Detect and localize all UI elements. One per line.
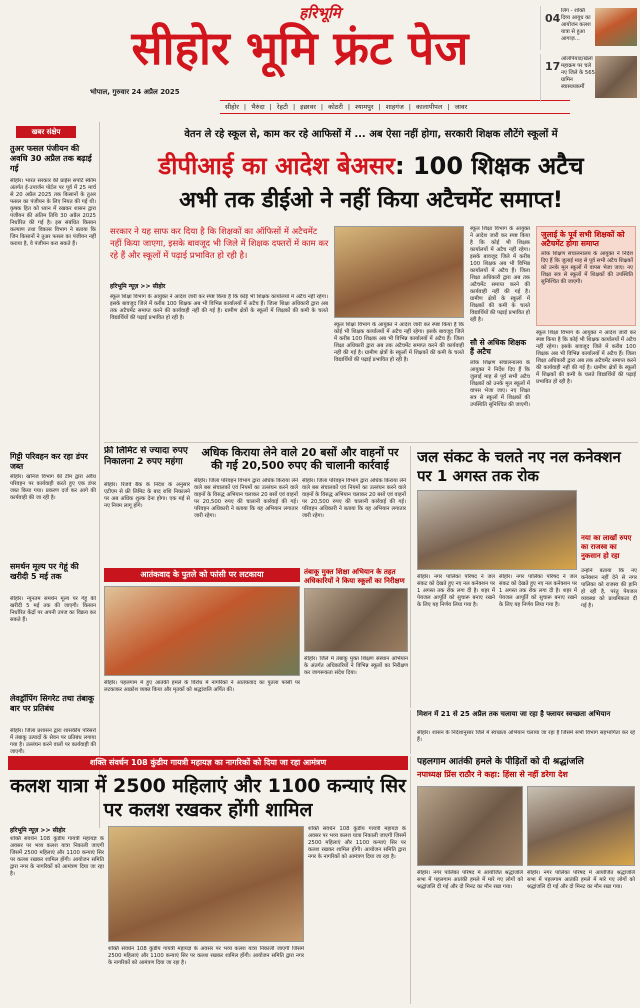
divider-1 (104, 442, 638, 443)
tobacco-photo (304, 588, 408, 652)
tribute-body-2: सीहोर। नगर पालिका परिषद में आयोजित श्रद्धांजलि सभा में पहलगाम आतंकी हमले में मारे गए लोगों को श्रद्धांजलि दी गई और दो मिनट का मौन रखा गया। (527, 870, 635, 890)
kalash-body: शक्ति संवर्धन 108 कुंडीय गायत्री महायज्ञ के अवसर पर भव्य कलश यात्रा निकाली जाएगी जिसमें 2500 महिलाएं और 1100 कन्याएं सिर पर कलश रखकर शामिल होंगी। आयोजन समिति द्वारा नगर के नागरिकों को आमंत्रण दिया जा रहा है। (10, 836, 104, 877)
town-6: श्यामपुर (355, 103, 374, 111)
lead-body-col2: स्कूल शिक्षा विभाग के आयुक्त ने आदेश जारी कर स्पष्ट किया है कि कोई भी शिक्षक कार्यालयों में अटैच नहीं रहेगा। इसके बावजूद जिले में करीब 100 शिक्षक अब भी विभिन्न कार्यालयों में अटैच हैं। जिला शिक्षा अधिकारी द्वारा अब तक अटैचमेंट समाप्त करने की कार्यवाही नहीं की गई है। ग्रामीण क्षेत्रों के स्कूलों में शिक्षकों की कमी के चलते विद्यार्थियों की पढ़ाई प्रभावित हो रही है। (334, 322, 464, 363)
buses-body: सीहोर। जिला परिवहन विभाग द्वारा अधिक किराया लेने वाले बस संचालकों एवं नियमों का उल्लंघन करने वाले वाहनों के विरुद्ध अभियान चलाकर 20 बसों एवं वाहनों पर 20,500 रुपए की चालानी कार्रवाई की गई। परिवहन अधिकारी ने बताया कि यह अभियान लगातार जारी रहेगा। (194, 478, 298, 519)
brief-3-title[interactable]: समर्थन मूल्य पर गेहूं की खरीदी 5 मई तक (10, 562, 79, 581)
lead-headline-red: डीपीआई का आदेश बेअसर (158, 152, 395, 180)
town-8: कालापीपल (416, 103, 443, 111)
lead-box (536, 226, 636, 326)
lead-photo-school (334, 226, 464, 318)
tobacco-title[interactable]: तंबाकू मुक्त शिक्षा अभियान के तहत अधिकारियों ने किया स्कूलों का निरीक्षण (304, 568, 405, 585)
kalash-byline: हरिभूमि न्यूज़ >> सीहोर (10, 827, 66, 834)
lead-headline-line2: अभी तक डीईओ ने नहीं किया अटैचमेंट समाप्त! (179, 188, 563, 213)
town-9: जावर (454, 103, 468, 111)
kalash-title[interactable]: कलश यात्रा में 2500 महिलाएं और 1100 कन्याएं सिर पर कलश रखकर होंगी शामिल (10, 775, 406, 821)
teaser-1-text: लिंग - शक्ति दिव्य आयुध का आयोजन कलश यात्रा से हुआ आगाज़... (561, 8, 591, 42)
lead-body-col4: स्कूल शिक्षा विभाग के आयुक्त ने आदेश जारी कर स्पष्ट किया है कि कोई भी शिक्षक कार्यालयों में अटैच नहीं रहेगा। इसके बावजूद जिले में करीब 100 शिक्षक अब भी विभिन्न कार्यालयों में अटैच हैं। जिला शिक्षा अधिकारी द्वारा अब तक अटैचमेंट समाप्त करने की कार्यवाही नहीं की गई है। ग्रामीण क्षेत्रों के स्कूलों में शिक्षकों की कमी के चलते विद्यार्थियों की पढ़ाई प्रभावित हो रही है। (536, 330, 636, 385)
lead-body: स्कूल शिक्षा विभाग के आयुक्त ने आदेश जारी कर स्पष्ट किया है कि कोई भी शिक्षक कार्यालयों में अटैच नहीं रहेगा। इसके बावजूद जिले में करीब 100 शिक्षक अब भी विभिन्न कार्यालयों में अटैच हैं। जिला शिक्षा अधिकारी द्वारा अब तक अटैचमेंट समाप्त करने की कार्यवाही नहीं की गई है। ग्रामीण क्षेत्रों के स्कूलों में शिक्षकों की कमी के चलते विद्यार्थियों की पढ़ाई प्रभावित हो रही है। (110, 294, 328, 321)
drive-title[interactable]: मिशन में 21 से 25 अप्रैल तक चलाया जा रहा है फ्लायर स्वच्छता अभियान (417, 710, 611, 718)
brief-2-body: सीहोर। खनिज विभाग की टीम द्वारा अवैध परिवहन पर कार्यवाही करते हुए एक डंपर जब्त किया गया। प्रकरण दर्ज कर आगे की कार्यवाही की जा रही है। (10, 474, 96, 501)
dateline: भोपाल, गुरुवार 24 अप्रैल 2025 (90, 88, 180, 96)
lead-body-col3b: लोक शिक्षण संचालनालय के आयुक्त ने निर्देश दिए हैं कि जुलाई माह से पूर्व सभी अटैच शिक्षकों को उनके मूल स्कूलों में वापस भेजा जाए। नए शिक्षा सत्र से स्कूलों में शिक्षकों की उपस्थिति सुनिश्चित की जाएगी। (470, 360, 530, 408)
teaser-1-number: 04 (545, 12, 561, 25)
water-story (410, 446, 638, 708)
brief-2-title[interactable]: गिट्टी परिवहन कर रहा डंपर जब्त (10, 452, 88, 471)
tribute-body: सीहोर। नगर पालिका परिषद में आयोजित श्रद्धांजलि सभा में पहलगाम आतंकी हमले में मारे गए लोगों को श्रद्धांजलि दी गई और दो मिनट का मौन रखा गया। (417, 870, 523, 890)
town-5: कोठरी (328, 103, 343, 111)
teaser-1[interactable] (540, 6, 638, 50)
lead-subhead: सौ से अधिक शिक्षक हैं अटैच (470, 338, 527, 356)
tobacco-story (304, 568, 408, 708)
kalash-body-2: शक्ति संवर्धन 108 कुंडीय गायत्री महायज्ञ के अवसर पर भव्य कलश यात्रा निकाली जाएगी जिसमें 2500 महिलाएं और 1100 कन्याएं सिर पर कलश रखकर शामिल होंगी। आयोजन समिति द्वारा नगर के नागरिकों को आमंत्रण दिया जा रहा है। (108, 946, 304, 966)
lead-kicker: वेतन ले रहे स्कूल से, काम कर रहे आफिसों में ... अब ऐसा नहीं होगा, सरकारी शिक्षक लौटेंगे स्कूलों में (184, 129, 558, 140)
fee-title[interactable]: फ्री लिमिट से ज्यादा रुपए निकालना 2 रुपए महंगा (104, 446, 188, 467)
news-brief-header: खबर संक्षेप (16, 126, 76, 138)
brief-4-body: सीहोर। जिला प्रशासन द्वारा शासकीय परिसरों में तंबाकू उत्पादों के सेवन पर प्रतिबंध लगाया गया है। उल्लंघन करने वालों पर कार्यवाही की जाएगी। (10, 728, 96, 755)
water-side-body: उन्होंने बताया कि नए कनेक्शन नहीं देने से नगर पालिका को राजस्व की हानि हो रही है, परंतु पेयजल व्यवस्था को प्राथमिकता दी गई है। (581, 568, 637, 609)
terror-photo (104, 586, 300, 676)
fee-story (104, 446, 190, 566)
water-body-2: सीहोर। नगर पालिका परिषद ने जल संकट को देखते हुए नए नल कनेक्शन पर 1 अगस्त तक रोक लगा दी है। शहर में पेयजल आपूर्ति को सुचारू बनाए रखने के लिए यह निर्णय लिया गया है। (499, 574, 577, 608)
tribute-title[interactable]: पहलगाम आतंकी हमले के पीड़ितों को दी श्रद्धांजलि (417, 757, 584, 767)
lead-story (104, 122, 638, 442)
brief-1-body: सीहोर। भारत सरकार की प्राईस सपोर्ट स्कीम अंतर्गत ई-उपार्जन पोर्टल पर पूर्व में 25 मार्च से 20 अप्रैल 2025 तक किसानों के तुअर फसल का पंजीयन के लिए नियत की गई थी। कृषक हित को ध्यान में रखकर शासन द्वारा पंजीयन की अंतिम तिथि 30 अप्रैल 2025 निर्धारित की गई है। इस संबंधित किसान कल्याण तथा विकास विभाग ने बताया कि जिन किसानों ने तुअर फसल का पंजीयन नहीं कराया है, वे पंजीयन करा सकते हैं। (10, 178, 96, 247)
terror-story (104, 568, 300, 708)
kalash-story (8, 772, 408, 1004)
tobacco-body: सीहोर। जिले में तंबाकू मुक्त शिक्षण संस्थान अभियान के अंतर्गत अधिकारियों ने विभिन्न स्कूलों का निरीक्षण कर जागरूकता संदेश दिया। (304, 656, 408, 676)
buses-body-2: सीहोर। जिला परिवहन विभाग द्वारा अधिक किराया लेने वाले बस संचालकों एवं नियमों का उल्लंघन करने वाले वाहनों के विरुद्ध अभियान चलाकर 20 बसों एवं वाहनों पर 20,500 रुपए की चालानी कार्रवाई की गई। परिवहन अधिकारी ने बताया कि यह अभियान लगातार जारी रहेगा। (302, 478, 406, 519)
terror-body: सीहोर। पहलगाम में हुए आतंकी हमले के विरोध में नागरिकों ने आतंकवाद का पुतला फांसी पर लटकाकर आक्रोश व्यक्त किया और मृतकों को श्रद्धांजलि अर्पित की। (104, 680, 300, 693)
water-photo (417, 490, 577, 570)
lead-byline: हरिभूमि न्यूज़ >> सीहोर (110, 283, 166, 290)
town-2: भैरुंदा (251, 103, 265, 111)
tribute-story (410, 756, 638, 1004)
terror-title[interactable]: आतंकवाद के पुतले को फांसी पर लटकाया (104, 568, 300, 582)
town-3: रेहटी (276, 103, 288, 111)
tribute-photo-2 (527, 786, 635, 866)
news-brief-column (8, 122, 100, 828)
water-title[interactable]: जल संकट के चलते नए नल कनेक्शन पर 1 अगस्त तक रोक (417, 448, 621, 485)
drive-body: सीहोर। शासन के निर्देशानुसार जिले में स्वच्छता अभियान चलाया जा रहा है जिसमें सभी विभाग सहभागिता कर रहे हैं। (417, 730, 635, 743)
fee-body: सीहोर। रिजर्व बैंक के निर्देश के अनुसार एटीएम से फ्री लिमिट के बाद राशि निकालने पर अब अधिक शुल्क देना होगा। एक मई से नए नियम लागू होंगे। (104, 482, 190, 509)
lead-box-body: लोक शिक्षण संचालनालय के आयुक्त ने निर्देश दिए हैं कि जुलाई माह से पूर्व सभी अटैच शिक्षकों को उनके मूल स्कूलों में वापस भेजा जाए। नए शिक्षा सत्र से स्कूलों में शिक्षकों की उपस्थिति सुनिश्चित की जाएगी। (541, 251, 633, 285)
teaser-2[interactable] (540, 54, 638, 102)
teaser-1-photo (595, 8, 637, 46)
town-1: सीहोर (225, 103, 239, 111)
teaser-2-number: 17 (545, 60, 561, 73)
masthead (0, 0, 640, 118)
teaser-2-photo (595, 56, 637, 98)
teaser-2-text: ओलंपियाड/खेलों महाक्रम पर चले नए जिले के 565 ग्रामिन स्वास्थयकर्मी (561, 56, 595, 90)
town-bar: सीहोर | भैरुंदा | रेहटी | इछावर | कोठरी | श्यामपुर | शाहगंज | कालापीपल | जावर (220, 100, 570, 114)
tribute-photo-1 (417, 786, 523, 866)
kalash-body-3: शक्ति संवर्धन 108 कुंडीय गायत्री महायज्ञ के अवसर पर भव्य कलश यात्रा निकाली जाएगी जिसमें 2500 महिलाएं और 1100 कन्याएं सिर पर कलश रखकर शामिल होंगी। आयोजन समिति द्वारा नगर के नागरिकों को आमंत्रण दिया जा रहा है। (308, 826, 406, 860)
buses-title[interactable]: अधिक किराया लेने वाले 20 बसों और वाहनों पर की गई 20,500 रुपए की चालानी कार्रवाई (201, 446, 399, 472)
banner-text[interactable]: शक्ति संवर्धन 108 कुंडीय गायत्री महायज्ञ का नागरिकों को दिया जा रहा आमंत्रण (89, 758, 327, 767)
lead-intro: सरकार ने यह साफ कर दिया है कि शिक्षकों का ऑफिसों में अटैचमेंट नहीं किया जाएगा, इसके बावजूद भी जिले में शिक्षक दफ्तरों में काम कर रहे हैं और स्कूलों में पढ़ाई प्रभावित हो रही है। (110, 227, 329, 261)
water-side-title: नया का लाखों रुपए का राजस्व का नुकसान हो रहा (581, 534, 632, 560)
banner (8, 756, 408, 770)
tribute-subtitle: नपाध्यक्ष प्रिंस राठौर ने कहा: हिंसा से नहीं डरेगा देश (417, 770, 568, 779)
brand-logo: हरिभूमि (299, 4, 341, 22)
drive-story (410, 710, 638, 754)
lead-headline-rest: : 100 शिक्षक अटैच (394, 152, 584, 180)
lead-body-col3: स्कूल शिक्षा विभाग के आयुक्त ने आदेश जारी कर स्पष्ट किया है कि कोई भी शिक्षक कार्यालयों में अटैच नहीं रहेगा। इसके बावजूद जिले में करीब 100 शिक्षक अब भी विभिन्न कार्यालयों में अटैच हैं। जिला शिक्षा अधिकारी द्वारा अब तक अटैचमेंट समाप्त करने की कार्यवाही नहीं की गई है। ग्रामीण क्षेत्रों के स्कूलों में शिक्षकों की कमी के चलते विद्यार्थियों की पढ़ाई प्रभावित हो रही है। (470, 226, 530, 323)
lead-box-title: जुलाई के पूर्व सभी शिक्षकों को अटैचमेंट होगा समाप्त (541, 230, 625, 248)
town-4: इछावर (300, 103, 316, 111)
kalash-photo (108, 826, 304, 942)
lead-headline[interactable] (104, 150, 638, 182)
brief-4-title[interactable]: लेवड्रॉपिंग सिगरेट तथा तंबाकू बार पर प्रतिबंध (10, 694, 95, 713)
buses-story (194, 446, 406, 566)
page-title: सीहोर भूमि फ्रंट पेज (131, 21, 469, 75)
town-7: शाहगंज (385, 103, 404, 111)
water-body: सीहोर। नगर पालिका परिषद ने जल संकट को देखते हुए नए नल कनेक्शन पर 1 अगस्त तक रोक लगा दी है। शहर में पेयजल आपूर्ति को सुचारू बनाए रखने के लिए यह निर्णय लिया गया है। (417, 574, 495, 608)
brief-1-title[interactable]: तुअर फसल पंजीयन की अवधि 30 अप्रैल तक बढ़ाई गई (10, 144, 92, 173)
brief-3-body: सीहोर। न्यूनतम समर्थन मूल्य पर गेहूं की खरीदी 5 मई तक की जाएगी। किसान निर्धारित केंद्रों पर अपनी उपज का विक्रय कर सकते हैं। (10, 596, 96, 623)
